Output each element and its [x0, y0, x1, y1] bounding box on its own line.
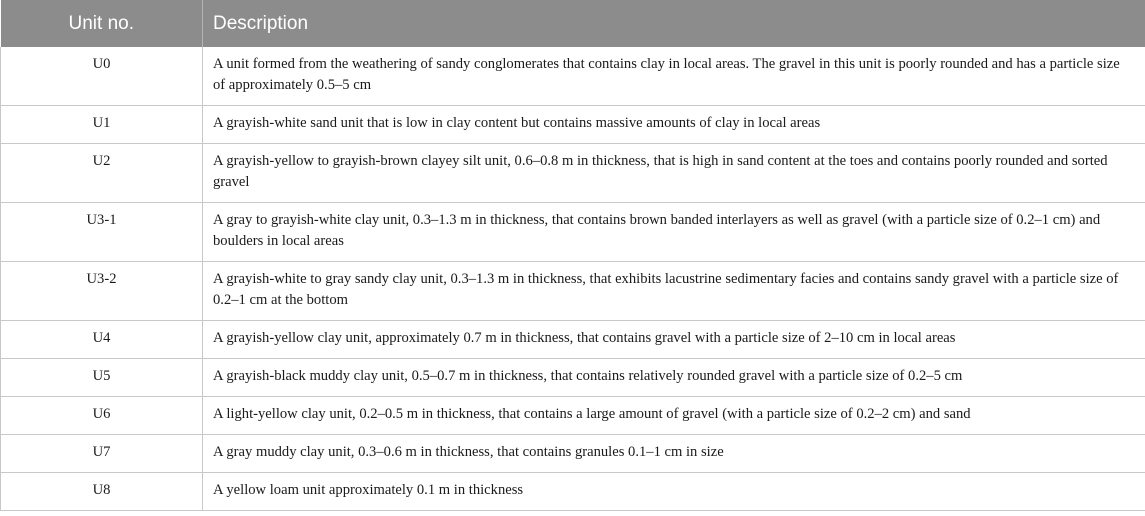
- unit-cell: U3-2: [1, 262, 203, 321]
- description-cell: A grayish-white sand unit that is low in clay content but contains massive amounts of clay in local areas: [203, 106, 1145, 144]
- header-description: Description: [203, 0, 1145, 47]
- header-row: [1, 0, 1145, 47]
- description-cell: A light-yellow clay unit, 0.2–0.5 m in thickness, that contains a large amount of gravel (with a particle size of 0.2–2 cm) and sand: [203, 397, 1145, 435]
- description-cell: A yellow loam unit approximately 0.1 m in thickness: [203, 473, 1145, 511]
- table-row: [1, 203, 1145, 262]
- table-row: [1, 435, 1145, 473]
- unit-cell: U8: [1, 473, 203, 511]
- description-cell: A gray muddy clay unit, 0.3–0.6 m in thickness, that contains granules 0.1–1 cm in size: [203, 435, 1145, 473]
- table-row: [1, 144, 1145, 203]
- table-row: [1, 359, 1145, 397]
- header-unit-no: Unit no.: [1, 0, 203, 47]
- description-cell: A grayish-yellow clay unit, approximately 0.7 m in thickness, that contains gravel with a particle size of 2–10 cm in local areas: [203, 321, 1145, 359]
- description-cell: A unit formed from the weathering of sandy conglomerates that contains clay in local areas. The gravel in this unit is poorly rounded and has a particle size of approximately 0.5–5 cm: [203, 47, 1145, 106]
- unit-cell: U6: [1, 397, 203, 435]
- description-cell: A gray to grayish-white clay unit, 0.3–1.3 m in thickness, that contains brown banded interlayers as well as gravel (with a particle size of 0.2–1 cm) and boulders in local areas: [203, 203, 1145, 262]
- unit-cell: U3-1: [1, 203, 203, 262]
- table-row: [1, 473, 1145, 511]
- table-body: [1, 47, 1145, 511]
- unit-cell: U4: [1, 321, 203, 359]
- unit-cell: U7: [1, 435, 203, 473]
- unit-cell: U1: [1, 106, 203, 144]
- description-cell: A grayish-yellow to grayish-brown clayey silt unit, 0.6–0.8 m in thickness, that is high in sand content at the toes and contains poorly rounded and sorted gravel: [203, 144, 1145, 203]
- table-row: [1, 47, 1145, 106]
- table-row: [1, 106, 1145, 144]
- description-cell: A grayish-white to gray sandy clay unit, 0.3–1.3 m in thickness, that exhibits lacustrine sedimentary facies and contains sandy gravel with a particle size of 0.2–1 cm at the bottom: [203, 262, 1145, 321]
- unit-cell: U0: [1, 47, 203, 106]
- table-row: [1, 397, 1145, 435]
- unit-cell: U5: [1, 359, 203, 397]
- table-header: [1, 0, 1145, 47]
- unit-cell: U2: [1, 144, 203, 203]
- table-row: [1, 262, 1145, 321]
- table-row: [1, 321, 1145, 359]
- description-cell: A grayish-black muddy clay unit, 0.5–0.7 m in thickness, that contains relatively rounded gravel with a particle size of 0.2–5 cm: [203, 359, 1145, 397]
